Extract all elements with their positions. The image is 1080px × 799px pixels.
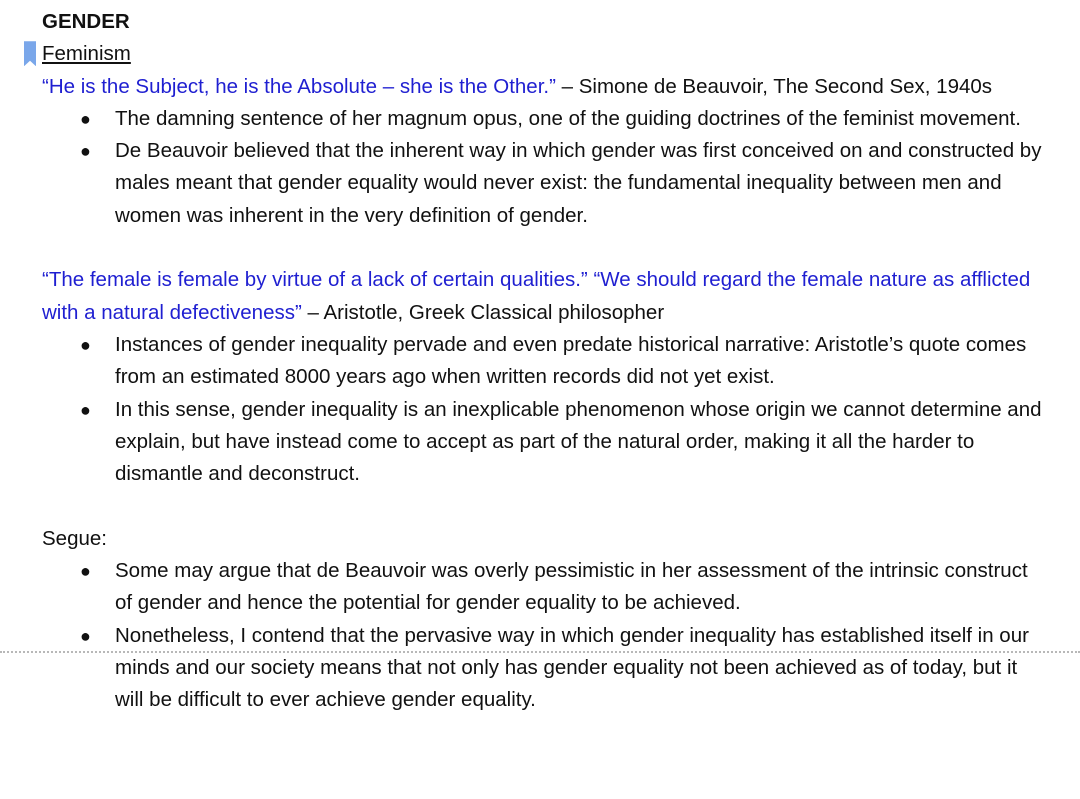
quote-attribution: – Aristotle, Greek Classical philosopher	[301, 300, 665, 324]
bullet-list	[42, 329, 1042, 490]
list-item	[42, 555, 1042, 620]
document-heading: GENDER	[42, 10, 130, 33]
bullet-icon: ●	[80, 561, 91, 582]
bullet-icon: ●	[80, 625, 91, 646]
quote-attribution: – Simone de Beauvoir, The Second Sex, 1940s	[555, 74, 993, 98]
quote-text: “He is the Subject, he is the Absolute – she is the Other.”	[42, 74, 556, 98]
quote-text: “The female is female by virtue of a lack of certain qualities.” “We should regard the female nature as afflicted with a natural defectiveness”	[42, 268, 1031, 324]
list-item	[42, 394, 1042, 491]
list-item-text: In this sense, gender inequality is an inexplicable phenomenon whose origin we cannot determine and explain, but have instead come to accept as part of the natural order, making it all the harder to dismantle and deconstruct.	[115, 397, 1042, 486]
quote-paragraph	[42, 264, 1042, 329]
bullet-icon: ●	[80, 108, 91, 129]
bullet-icon: ●	[80, 141, 91, 162]
bullet-list	[42, 103, 1042, 232]
bullet-list	[42, 555, 1042, 716]
page-break-divider	[0, 651, 1080, 653]
document-body	[42, 6, 1042, 717]
bookmark-icon[interactable]	[24, 41, 36, 66]
section-heading-link[interactable]: Feminism	[42, 42, 131, 66]
section-heading[interactable]	[42, 38, 1042, 70]
quote-paragraph	[42, 71, 1042, 103]
blank-line	[42, 490, 1042, 522]
list-item-text: De Beauvoir believed that the inherent way in which gender was first conceived on and constructed by males meant that gender equality would never exist: the fundamental inequality between men and women was inherent in the very definition of gender.	[115, 139, 1042, 227]
list-item-text: The damning sentence of her magnum opus, one of the guiding doctrines of the feminist movement.	[115, 106, 1021, 130]
bullet-icon: ●	[80, 399, 91, 420]
blank-line	[42, 232, 1042, 264]
list-item	[42, 329, 1042, 394]
list-item-text: Nonetheless, I contend that the pervasive way in which gender inequality has established itself in our minds and our society means that not only has gender equality not been achieved as of today, but it will be difficult to ever achieve gender equality.	[115, 623, 1029, 712]
list-item	[42, 103, 1042, 135]
list-item	[42, 620, 1042, 717]
list-item	[42, 135, 1042, 232]
list-item-text: Some may argue that de Beauvoir was overly pessimistic in her assessment of the intrinsic construct of gender and hence the potential for gender equality to be achieved.	[115, 559, 1028, 615]
list-item-text: Instances of gender inequality pervade and even predate historical narrative: Aristotle’s quote comes from an estimated 8000 years ago when written records did not yet exist.	[115, 332, 1027, 389]
bullet-icon: ●	[80, 334, 91, 355]
segue-label: Segue:	[42, 526, 107, 550]
